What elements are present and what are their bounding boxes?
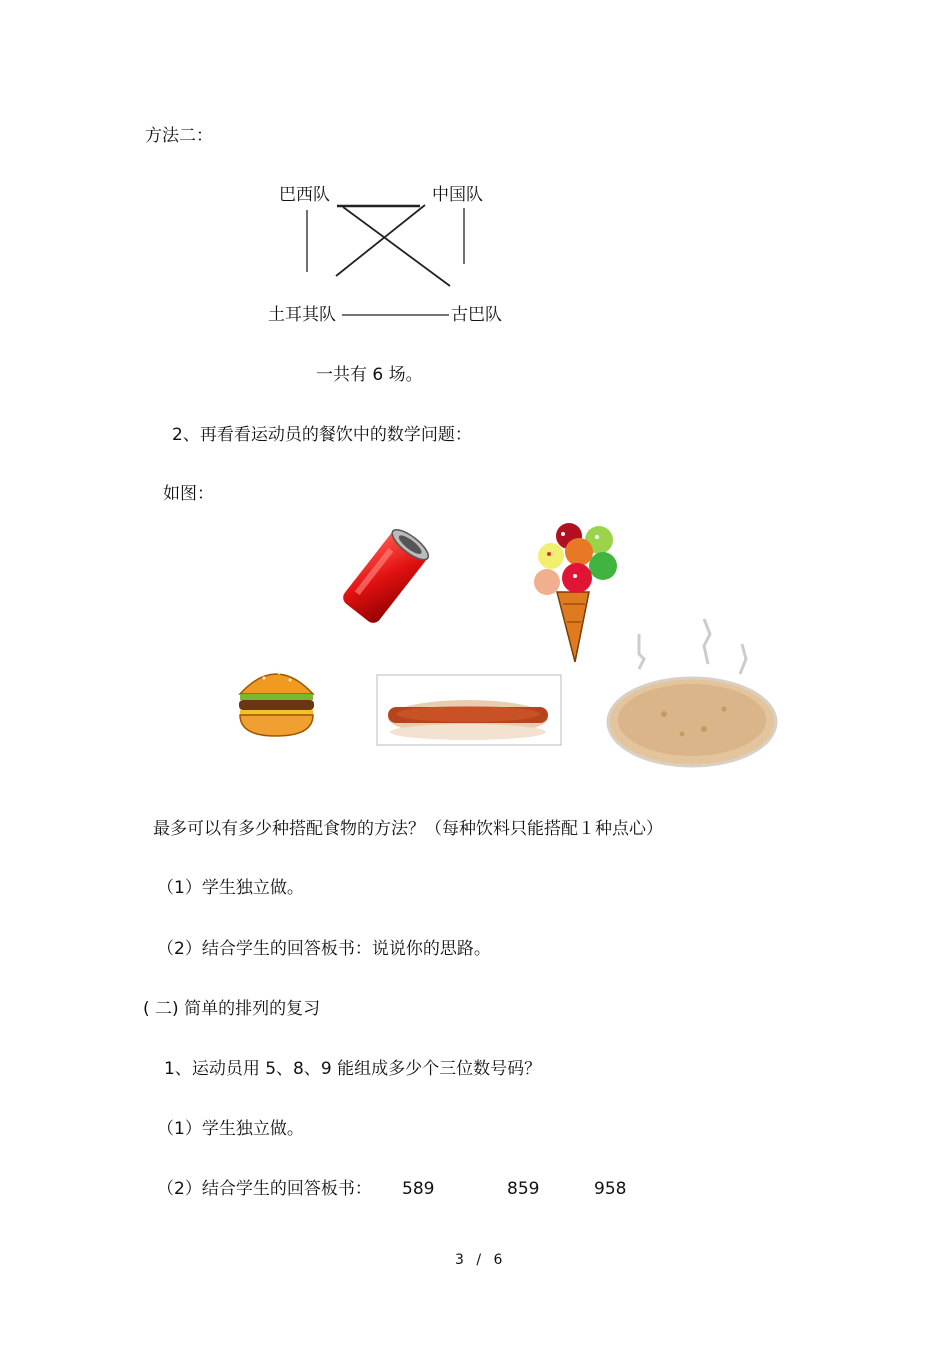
part-two-heading: ( 二) 简单的排列的复习 (143, 999, 321, 1019)
number-958: 958 (594, 1179, 627, 1199)
team-china: 中国队 (432, 185, 483, 205)
step2-b: （2）结合学生的回答板书： (157, 1179, 372, 1199)
step1-a: （1）学生独立做。 (157, 878, 304, 898)
hamburger-icon (234, 658, 319, 743)
hotdog-icon (376, 674, 562, 746)
team-brazil: 巴西队 (279, 185, 330, 205)
section2-heading: 2、再看看运动员的餐饮中的数学问题： (172, 425, 472, 445)
as-shown-label: 如图： (163, 484, 214, 504)
line-brazil-cuba (343, 207, 450, 286)
team-turkey: 土耳其队 (268, 305, 336, 325)
team-cuba: 古巴队 (451, 305, 502, 325)
method-two-label: 方法二： (145, 126, 213, 146)
step2-a: （2）结合学生的回答板书：说说你的思路。 (157, 939, 491, 959)
step1-b: （1）学生独立做。 (157, 1119, 304, 1139)
soda-can-icon (330, 522, 440, 632)
number-589: 589 (402, 1179, 435, 1199)
page-number: 3 / 6 (455, 1252, 507, 1268)
total-games-text: 一共有 6 场。 (316, 365, 423, 385)
pizza-icon (604, 614, 782, 774)
line-china-turkey (336, 205, 425, 276)
number-859: 859 (507, 1179, 540, 1199)
pairing-question: 最多可以有多少种搭配食物的方法？（每种饮料只能搭配１种点心） (153, 819, 663, 839)
question-1: 1、运动员用 5、8、9 能组成多少个三位数号码？ (164, 1059, 542, 1079)
